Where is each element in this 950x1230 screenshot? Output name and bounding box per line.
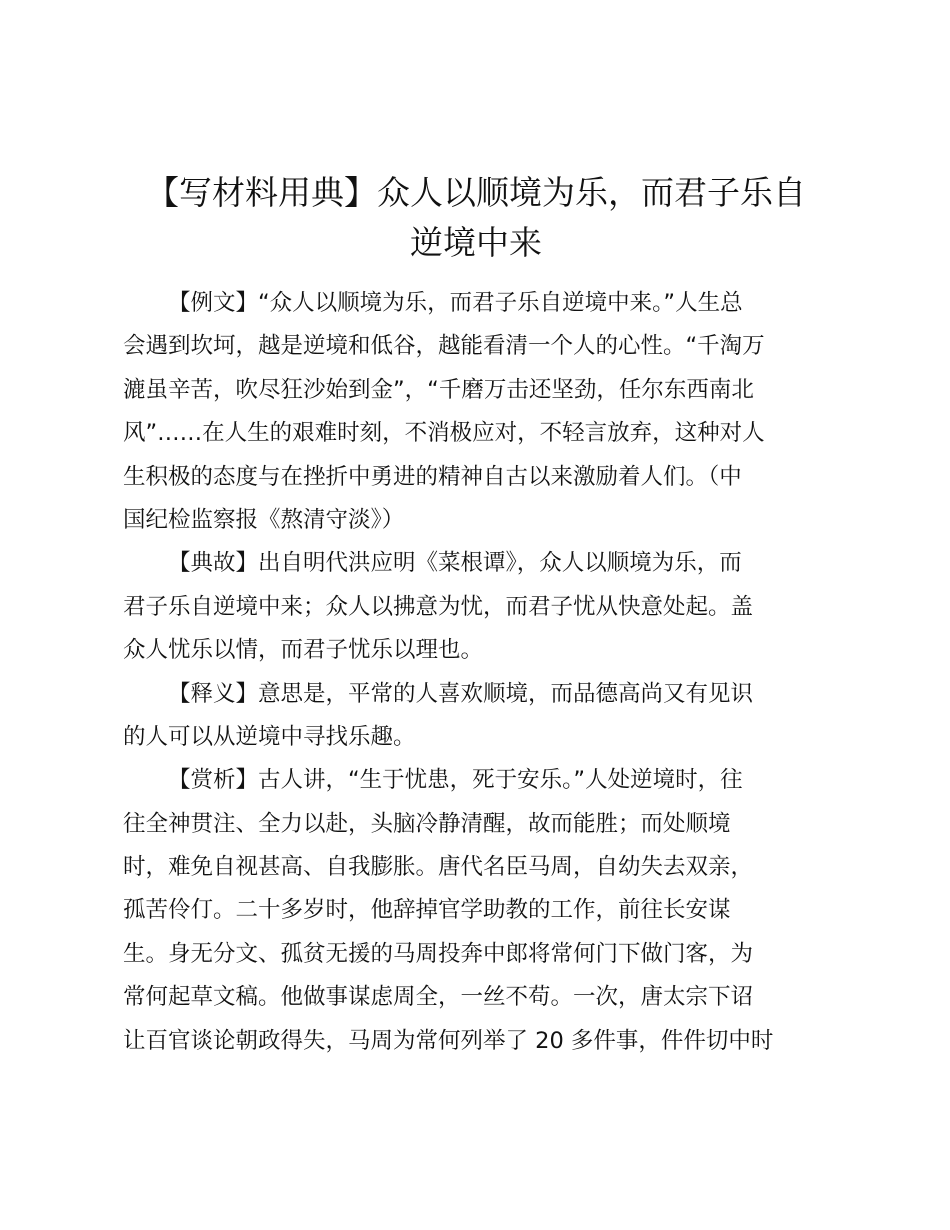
title-line-2: 逆境中来 — [410, 223, 542, 262]
document-title — [120, 168, 832, 268]
paragraph-appreciation-line: 往全神贯注、全力以赴，头脑冷静清醒，故而能胜；而处顺境 — [123, 810, 731, 837]
paragraph-appreciation-line: 让百官谈论朝政得失，马周为常何列举了 20 多件事，件件切中时 — [123, 1027, 774, 1054]
title-line-1: 【写材料用典】众人以顺境为乐，而君子乐自 — [146, 173, 806, 212]
paragraph-meaning-line: 的人可以从逆境中寻找乐趣。 — [123, 723, 416, 750]
document-body — [123, 282, 838, 1063]
paragraph-example-line: 国纪检监察报《熬清守淡》） — [123, 506, 405, 533]
paragraph-example-line: 漉虽辛苦，吹尽狂沙始到金”，“千磨万击还坚劲，任尔东西南北 — [123, 376, 754, 403]
paragraph-appreciation-line: 时，难免自视甚高、自我膨胀。唐代名臣马周，自幼失去双亲， — [123, 854, 754, 881]
paragraph-example-line: 会遇到坎坷，越是逆境和低谷，越能看清一个人的心性。“千淘万 — [123, 333, 765, 360]
paragraph-example-line: 【例文】“众人以顺境为乐，而君子乐自逆境中来。”人生总 — [168, 290, 743, 316]
paragraph-meaning-line: 【释义】意思是，平常的人喜欢顺境，而品德高尚又有见识 — [168, 680, 754, 707]
paragraph-allusion-line: 众人忧乐以情，而君子忧乐以理也。 — [123, 637, 484, 664]
paragraph-appreciation-line: 【赏析】古人讲，“生于忧患，死于安乐。”人处逆境时，往 — [168, 767, 743, 794]
paragraph-example-line: 生积极的态度与在挫折中勇进的精神自古以来激励着人们。（中 — [123, 463, 742, 490]
paragraph-example-line: 风”……在人生的艰难时刻，不消极应对，不轻言放弃，这种对人 — [123, 420, 765, 447]
paragraph-appreciation-line: 生。身无分文、孤贫无援的马周投奔中郎将常何门下做门客，为 — [123, 940, 754, 967]
paragraph-appreciation-line: 孤苦伶仃。二十多岁时，他辞掉官学助教的工作，前往长安谋 — [123, 897, 731, 924]
paragraph-appreciation-line: 常何起草文稿。他做事谋虑周全，一丝不苟。一次，唐太宗下诏 — [123, 984, 754, 1011]
paragraph-allusion-line: 君子乐自逆境中来；众人以拂意为忧，而君子忧从快意处起。盖 — [123, 593, 754, 620]
paragraph-allusion-line: 【典故】出自明代洪应明《菜根谭》，众人以顺境为乐，而 — [168, 550, 742, 577]
